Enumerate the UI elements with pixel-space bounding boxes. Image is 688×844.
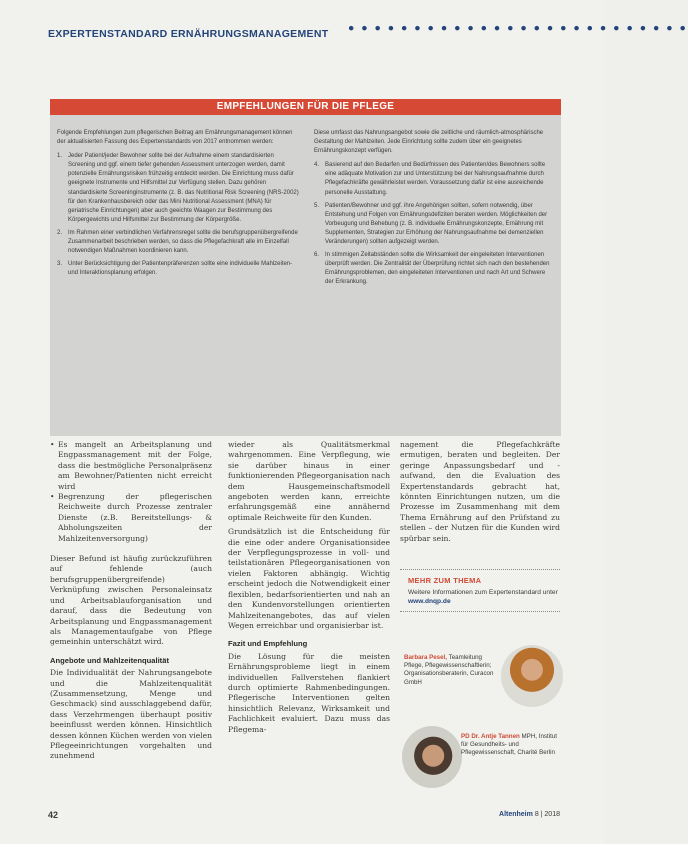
item-text: In stimmigen Zeitabständen sollte die Wirksamkeit der eingeleiteten Interventionen überprüft werden. Die Zentralität der Überprüfung richtet sich nach den bestehenden Ernährungsproblemen, den eingeleiteten Interventionen und nach Art und Schwere der Erkrankung. [325, 252, 550, 286]
item-text: Jeder Patient/jeder Bewohner sollte bei der Aufnahme einem standardisierten Screening und ggf. einem tiefer gehenden Assessment unterzogen werden, damit potenzielle Ernährungsrisiken frühzeitig entdeckt werden. Die Einrichtung muss dafür geeignete Instrumente und Hilfsmittel zur Verfügung stellen. Dazu gehören standardisierte Screeninginstrumente (z. B. das Nutritional Risk Screening (NRS-2002) für den Krankenhausbereich oder das Mini Nutritional Assessment (MNA) für geriatrische Einrichtungen) aber auch geeichte Waagen zur Bestimmung des Körpergewichts und Hilfsmittel zur Bestimmung der Körpergröße. [68, 153, 299, 223]
item-number: 4. [314, 162, 320, 169]
magazine-name: Altenheim [499, 811, 533, 818]
paragraph: wieder als Qualitätsmerkmal wahrgenommen. Eine Verpflegung, wie sie darüber hinaus in einer funktionierenden Pflegeorganisation nach dem Hausgemeinschaftsmodell angeboten werden kann, erreichte erfahrungsgemäß eine annähernd optimale Reichweite für den Kunden. [228, 440, 391, 522]
author-photo [501, 645, 563, 707]
paragraph: Dieser Befund ist häufig zurückzuführen auf fehlende (auch berufsgruppenübergreifende) Verknüpfung zwischen Personaleinsatz und Arbeitsablauforganisation und darauf, dass die Bedeutung von Arbeitsplanung und Engpassmanagement als Managementaufgabe von Pflege gemeinhin unterschätzt wird. [50, 554, 212, 647]
box-right-column [314, 129, 554, 292]
box-item [57, 229, 301, 256]
section-title: EXPERTENSTANDARD ERNÄHRUNGSMANAGEMENT [48, 28, 329, 40]
item-number: 5. [314, 202, 320, 209]
magazine-issue [499, 811, 560, 818]
bullet-item [50, 492, 212, 544]
author-bio [404, 654, 500, 687]
bullet-icon: • [50, 492, 55, 502]
more-info-body: Weitere Informationen zum Expertenstandard unter [408, 589, 558, 596]
author-name: PD Dr. Antje Tannen [461, 733, 520, 740]
subheading: Fazit und Empfehlung [228, 639, 308, 649]
bullet-icon: • [50, 440, 55, 449]
item-text: Basierend auf den Bedarfen und Bedürfnissen des Patienten/des Bewohners sollte eine adäquate Motivation zur und Unterstützung bei der Nahrungsaufnahme durch Pflegefachkräfte gewährleistet werden. Voraussetzung dafür ist eine ausreichende personelle Ausstattung. [325, 162, 546, 196]
author-bio [461, 733, 561, 758]
issue-number: 8 | 2018 [534, 811, 560, 818]
item-text: Im Rahmen einer verbindlichen Verfahrensregel sollte die berufsgruppenübergreifende Zusammenarbeit beschrieben werden, so dass die Pflegefachkraft alle im Einzelfall notwendigen Maßnahmen koordinieren kann. [68, 229, 298, 255]
more-info-link[interactable]: www.dnqp.de [408, 597, 451, 605]
body-column-1 [50, 440, 212, 766]
more-info-text [408, 589, 560, 606]
item-text: Patienten/Bewohner und ggf. ihre Angehörigen sollten, sofern notwendig, über Entstehung und Folgen von Ernährungsdefiziten beraten werden. Möglichkeiten der Vorbeugung und Behebung (z. B. individuelle Ernährungskonzepte, Ernährung mit Supplementen, Strategien zur Erhöhung der Nahrungsaufnahme bei demenziellen Veränderungen) sollten aufgezeigt werden. [325, 202, 548, 246]
item-number: 2. [57, 229, 63, 236]
more-info-heading: MEHR ZUM THEMA [408, 576, 482, 585]
author-description: MPH, Institut für Gesundheits- und Pflegewissenschaft, Charité Berlin [461, 733, 557, 757]
item-number: 1. [57, 153, 63, 160]
box-title: EMPFEHLUNGEN FÜR DIE PFLEGE [50, 99, 561, 115]
item-text: Unter Berücksichtigung der Patientenpräferenzen sollte eine individuelle Mahlzeiten- und Interaktionsplanung erfolgen. [68, 261, 293, 277]
author-photo [402, 726, 462, 788]
paragraph: Die Lösung für die meisten Ernährungsprobleme liegt in einem individuellen Fallverstehen flankiert durch optimierte Rahmenbedingungen. Pflegerische Interventionen gelten hinsichtlich Relevanz, Wirksamkeit und Fachlichkeit evaluiert. Dazu muss das Pflegema- [228, 651, 390, 734]
bullet-text: Begrenzung der pflegerischen Reichweite durch Prozesse zentraler Dienste (z.B. Bereitstellungs- & Abholungszeiten der Mahlzeitenversorgung) [58, 492, 212, 543]
box-right-intro: Diese umfasst das Nahrungsangebot sowie die zeitliche und räumlich-atmosphärische Gestaltung der Mahlzeiten. Jede Einrichtung sollte zudem über ein geeignetes Ernährungskonzept verfügen. [314, 130, 544, 155]
box-left-column [57, 129, 301, 282]
box-item [314, 251, 554, 287]
author-description: Teamleitung Pflege, Pflegewissenschaftlerin; Organisationsberaterin, Curacon GmbH [404, 654, 494, 686]
page-number: 42 [48, 810, 59, 820]
body-column-2 [228, 440, 390, 739]
box-item [314, 202, 554, 247]
item-number: 6. [314, 252, 320, 259]
bullet-text: Es mangelt an Arbeitsplanung und Engpassmanagement mit der Folge, dass die bestmögliche Personalpräsenz am Bewohner/Patienten nicht erreicht wird [58, 440, 212, 491]
item-number: 3. [57, 261, 63, 268]
page-footer [48, 810, 560, 824]
subheading: Angebote und Mahlzeitenqualität [50, 655, 169, 665]
paragraph: Grundsätzlich ist die Entscheidung für die eine oder andere Organisationsidee der Verpflegungsprozesse in voll- und teilstationären Pflegeorganisationen von vielen Faktoren abhängig. Wichtig erscheint jedoch die Notwendigkeit einer flexiblen, bedarfsorientierten und nah an den Kundenvorstellungen orientierten Mahlzeitenangebotes, das auf vielen Wegen erreichbar und organisierbar ist. [228, 527, 390, 630]
recommendations-box [50, 99, 561, 436]
box-item [57, 152, 301, 225]
box-item [314, 161, 554, 197]
box-item [57, 260, 301, 278]
paragraph: nagement die Pflegefachkräfte ermutigen, beraten und begleiten. Der geringe Anpassungsbedarf und -aufwand, den die Evaluation des Expertenstandards gebracht hat, könnten Einrichtungen nutzen, um die Prozesse im Zusammenhang mit dem Thema Ernährung auf den Prüfstand zu stellen – der Nutzen für die Kunden wird spürbar sein. [400, 440, 560, 543]
running-header [48, 22, 688, 40]
bullet-item [50, 440, 212, 492]
body-column-3 [400, 440, 560, 548]
author-name: Barbara Pesel, [404, 654, 447, 661]
header-dot-rule: ● ● ● ● ● ● ● ● ● ● ● ● ● ● ● ● ● ● ● ● ● ● ● ● ● ● [348, 22, 688, 34]
more-info-box [400, 569, 560, 612]
paragraph: Die Individualität der Nahrungsangebote und die Mahlzeitenqualität (Zusammensetzung, Menge und Geschmack) sind ausschlaggebend dafür, dass Verzehrmengen überhaupt positiv beeinflusst werden können. Hinsichtlich dessen können Küchen werden von vielen Pflegeeinrichtungen vorgehalten und zunehmend [50, 668, 212, 761]
box-intro: Folgende Empfehlungen zum pflegerischen Beitrag am Ernährungsmanagement können der aktualisierten Fassung des Expertenstandards von 2017 entnommen werden: [57, 130, 293, 146]
